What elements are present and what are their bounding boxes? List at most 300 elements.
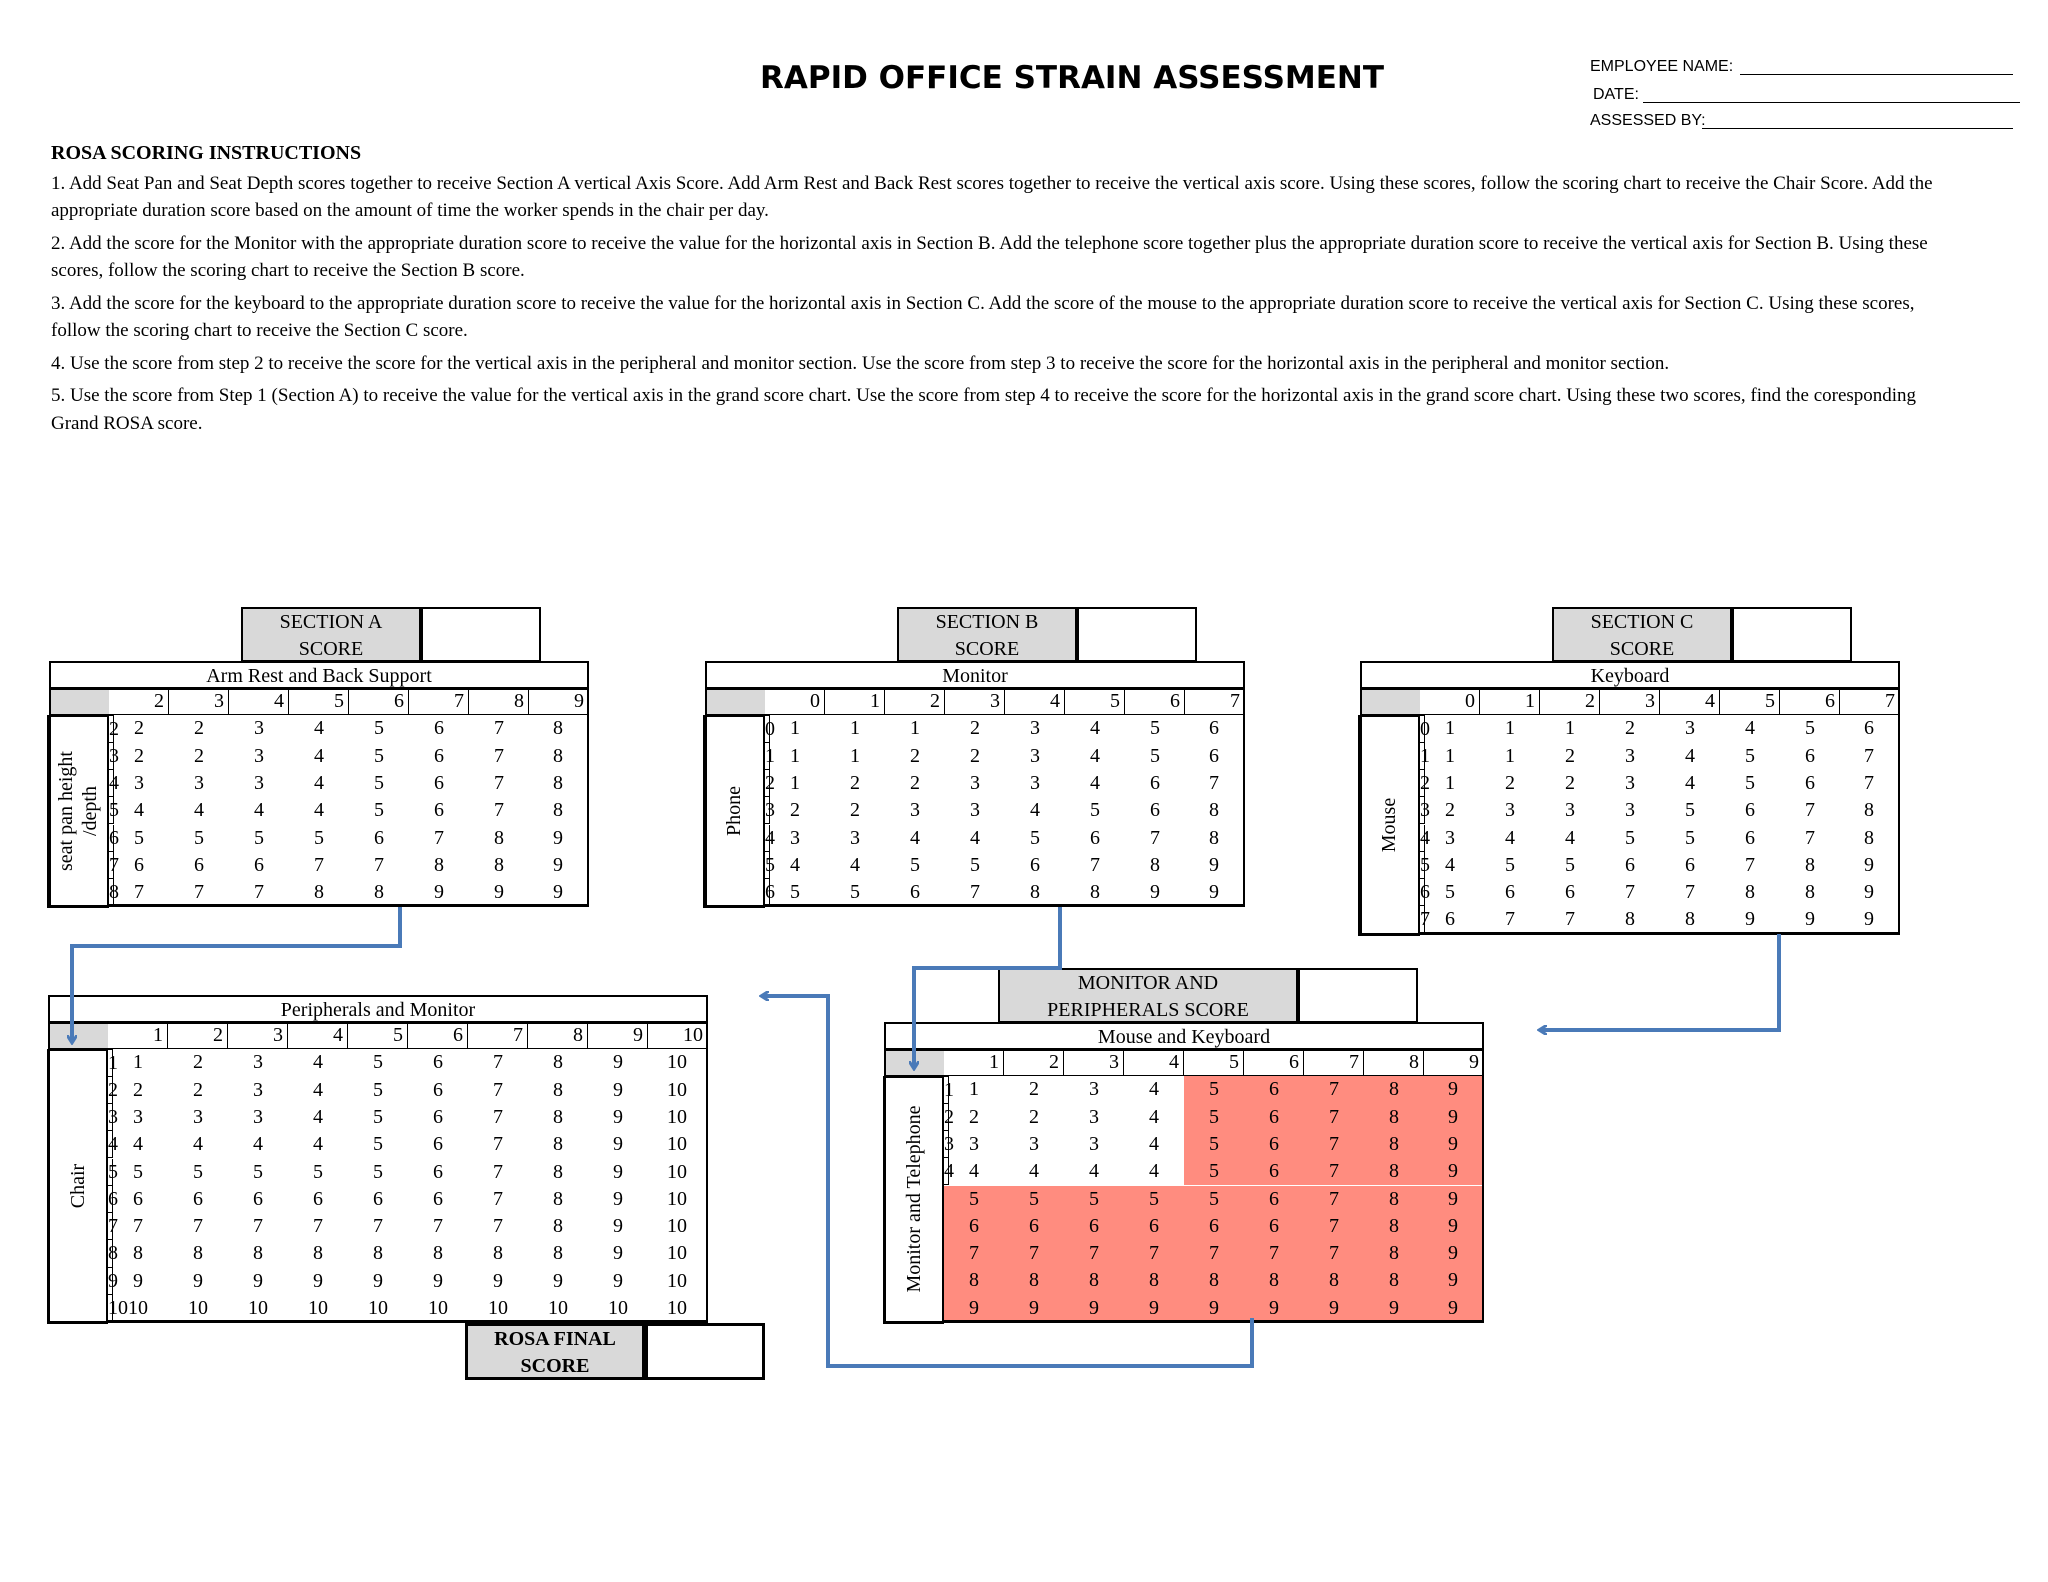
column-header: 6 <box>1780 688 1840 715</box>
score-cell: 7 <box>945 879 1005 906</box>
score-cell: 5 <box>970 853 980 876</box>
score-cell: 9 <box>493 1269 503 1292</box>
score-cell: 5 <box>313 1160 323 1183</box>
score-cell: 2 <box>1029 1078 1039 1101</box>
column-header: 3 <box>945 688 1005 715</box>
score-cell: 9 <box>529 879 589 906</box>
score-cell: 6 <box>1805 771 1815 794</box>
row-header: 2 <box>109 715 114 742</box>
score-cell: 6 <box>1745 826 1755 849</box>
score-cell: 10 <box>468 1295 528 1322</box>
column-header: 4 <box>1005 688 1065 715</box>
score-cell: 7 <box>493 1160 503 1183</box>
score-cell: 8 <box>493 1242 503 1265</box>
score-cell: 7 <box>493 1215 503 1238</box>
score-cell: 4 <box>1685 744 1695 767</box>
score-cell: 2 <box>134 717 144 740</box>
score-cell: 9 <box>1125 879 1185 906</box>
score-cell: 3 <box>194 771 204 794</box>
score-cell: 9 <box>133 1269 143 1292</box>
column-header: 9 <box>529 688 589 715</box>
score-cell: 5 <box>193 1160 203 1183</box>
row-header: 1 <box>765 743 770 770</box>
score-cell: 10 <box>528 1295 588 1322</box>
score-cell: 6 <box>433 1051 443 1074</box>
row-header: 8 <box>108 1240 113 1267</box>
score-cell: 3 <box>1565 799 1575 822</box>
score-cell: 7 <box>494 717 504 740</box>
row-header: 5 <box>109 797 114 824</box>
score-cell: 2 <box>1505 771 1515 794</box>
score-cell: 9 <box>1424 1295 1484 1322</box>
score-cell: 6 <box>433 1187 443 1210</box>
score-cell: 1 <box>790 717 800 740</box>
score-cell: 5 <box>1685 826 1695 849</box>
score-cell: 1 <box>1505 717 1515 740</box>
score-cell: 6 <box>1004 1213 1064 1240</box>
row-header: 5 <box>108 1159 113 1186</box>
row-axis-title-line: Monitor and Telephone <box>902 1105 925 1293</box>
column-header: 8 <box>528 1022 588 1049</box>
score-cell: 3 <box>1685 717 1695 740</box>
score-cell: 8 <box>373 1242 383 1265</box>
score-cell: 4 <box>1149 1160 1159 1183</box>
score-cell: 6 <box>1030 853 1040 876</box>
column-header: 4 <box>229 688 289 715</box>
score-label-line: SECTION C <box>1590 611 1694 634</box>
score-cell: 7 <box>109 879 169 906</box>
score-cell: 3 <box>1030 744 1040 767</box>
score-cell: 9 <box>193 1269 203 1292</box>
score-cell: 8 <box>553 1133 563 1156</box>
column-header: 9 <box>1424 1049 1484 1076</box>
column-header: 0 <box>765 688 825 715</box>
score-cell: 7 <box>494 771 504 794</box>
score-cell: 6 <box>1124 1213 1184 1240</box>
score-cell: 7 <box>133 1215 143 1238</box>
score-cell: 4 <box>313 1105 323 1128</box>
score-cell: 10 <box>168 1295 228 1322</box>
column-header: 7 <box>409 688 469 715</box>
score-cell: 3 <box>970 771 980 794</box>
score-cell: 1 <box>790 744 800 767</box>
score-cell: 6 <box>433 1078 443 1101</box>
row-axis-title-line: Phone <box>723 785 745 836</box>
score-cell: 9 <box>1840 906 1900 933</box>
score-cell: 4 <box>313 1078 323 1101</box>
score-cell: 5 <box>1625 826 1635 849</box>
score-cell: 1 <box>850 717 860 740</box>
score-cell: 8 <box>434 853 444 876</box>
score-cell: 7 <box>1304 1158 1364 1185</box>
score-cell: 10 <box>648 1268 708 1295</box>
row-header: 1 <box>1420 743 1425 770</box>
score-cell: 8 <box>1185 797 1245 824</box>
score-cell: 8 <box>494 853 504 876</box>
score-cell: 5 <box>194 826 204 849</box>
score-cell: 6 <box>1064 1213 1124 1240</box>
score-cell: 9 <box>1004 1295 1064 1322</box>
score-cell: 4 <box>1445 853 1455 876</box>
score-cell: 8 <box>1065 879 1125 906</box>
score-cell: 5 <box>765 879 825 906</box>
score-cell: 7 <box>1840 770 1900 797</box>
score-cell: 6 <box>434 771 444 794</box>
score-cell: 5 <box>1150 717 1160 740</box>
score-cell: 5 <box>254 826 264 849</box>
score-cell: 8 <box>1805 881 1815 904</box>
score-cell: 10 <box>408 1295 468 1322</box>
score-cell: 7 <box>1150 826 1160 849</box>
score-cell: 1 <box>1505 744 1515 767</box>
score-cell: 4 <box>1090 744 1100 767</box>
score-cell: 5 <box>374 717 384 740</box>
score-cell: 8 <box>1745 881 1755 904</box>
row-axis-title-line: seat pan height <box>55 750 77 871</box>
score-cell: 5 <box>1150 744 1160 767</box>
score-cell: 2 <box>1565 771 1575 794</box>
row-header: 6 <box>765 879 770 906</box>
score-cell: 5 <box>825 879 885 906</box>
row-header: 2 <box>108 1077 113 1104</box>
score-cell: 9 <box>613 1215 623 1238</box>
score-cell: 9 <box>553 1269 563 1292</box>
score-cell: 6 <box>1150 771 1160 794</box>
column-header: 5 <box>348 1022 408 1049</box>
score-cell: 2 <box>910 771 920 794</box>
score-cell: 4 <box>790 853 800 876</box>
score-cell: 5 <box>1505 853 1515 876</box>
score-cell: 8 <box>553 1242 563 1265</box>
score-cell: 4 <box>1090 717 1100 740</box>
score-cell: 9 <box>433 1269 443 1292</box>
score-cell: 7 <box>1805 826 1815 849</box>
score-cell: 5 <box>1745 744 1755 767</box>
score-cell: 7 <box>433 1215 443 1238</box>
score-cell: 8 <box>1660 906 1720 933</box>
score-cell: 3 <box>253 1078 263 1101</box>
score-cell: 9 <box>613 1078 623 1101</box>
score-cell: 5 <box>1184 1076 1244 1103</box>
score-cell: 7 <box>1840 743 1900 770</box>
score-cell: 3 <box>1089 1132 1099 1155</box>
column-header: 7 <box>1840 688 1900 715</box>
score-cell: 8 <box>1364 1076 1424 1103</box>
column-header: 3 <box>1064 1049 1124 1076</box>
score-cell: 6 <box>885 879 945 906</box>
column-header: 7 <box>1185 688 1245 715</box>
score-cell: 6 <box>1185 715 1245 742</box>
score-cell: 5 <box>253 1160 263 1183</box>
score-cell: 6 <box>434 799 444 822</box>
score-cell: 8 <box>1184 1267 1244 1294</box>
score-cell: 6 <box>433 1105 443 1128</box>
score-cell: 8 <box>1364 1240 1424 1267</box>
score-cell: 9 <box>1424 1267 1484 1294</box>
score-cell: 10 <box>108 1295 168 1322</box>
score-cell: 2 <box>1445 799 1455 822</box>
column-header: 3 <box>228 1022 288 1049</box>
score-cell: 5 <box>373 1160 383 1183</box>
score-cell: 7 <box>374 853 384 876</box>
row-header: 2 <box>1420 770 1425 797</box>
score-cell: 7 <box>493 1105 503 1128</box>
score-cell: 8 <box>553 1215 563 1238</box>
score-cell: 7 <box>314 853 324 876</box>
row-header: 6 <box>1420 879 1425 906</box>
score-cell: 5 <box>373 1105 383 1128</box>
instruction-step-5: 5. Use the score from Step 1 (Section A) to receive the value for the vertical axis in the grand score chart. Use the score from step 4 to receive the score for the horizontal axis in the grand score chart. Using these two scores, find the coresponding Grand ROSA score. <box>51 385 1917 434</box>
row-header: 0 <box>765 715 770 742</box>
score-cell: 6 <box>374 826 384 849</box>
score-cell: 7 <box>193 1215 203 1238</box>
score-cell: 2 <box>133 1078 143 1101</box>
score-cell: 3 <box>1030 771 1040 794</box>
score-cell: 2 <box>970 744 980 767</box>
score-cell: 2 <box>193 1051 203 1074</box>
column-header: 8 <box>1364 1049 1424 1076</box>
score-cell: 3 <box>1625 799 1635 822</box>
score-cell: 9 <box>1424 1104 1484 1131</box>
score-cell: 6 <box>434 744 444 767</box>
score-cell: 9 <box>409 879 469 906</box>
score-cell: 2 <box>193 1078 203 1101</box>
score-cell: 9 <box>529 852 589 879</box>
score-cell: 1 <box>910 717 920 740</box>
score-cell: 4 <box>1685 771 1695 794</box>
score-cell: 6 <box>433 1160 443 1183</box>
score-cell: 4 <box>133 1133 143 1156</box>
score-cell: 8 <box>1064 1267 1124 1294</box>
column-header: 6 <box>1125 688 1185 715</box>
score-cell: 7 <box>1805 799 1815 822</box>
score-cell: 4 <box>1565 826 1575 849</box>
column-header: 2 <box>1004 1049 1064 1076</box>
row-header: 6 <box>109 825 114 852</box>
score-cell: 5 <box>1184 1131 1244 1158</box>
score-cell: 5 <box>1745 771 1755 794</box>
score-cell: 6 <box>133 1187 143 1210</box>
score-cell: 9 <box>613 1105 623 1128</box>
row-header: 2 <box>944 1104 949 1131</box>
row-header: 4 <box>108 1131 113 1158</box>
score-cell: 5 <box>1184 1104 1244 1131</box>
score-cell: 5 <box>1030 826 1040 849</box>
score-cell: 5 <box>1124 1186 1184 1213</box>
score-cell: 4 <box>850 853 860 876</box>
score-cell: 1 <box>1445 744 1455 767</box>
score-cell: 2 <box>134 744 144 767</box>
score-cell: 9 <box>613 1051 623 1074</box>
score-cell: 7 <box>493 1051 503 1074</box>
score-cell: 4 <box>1745 717 1755 740</box>
score-cell: 7 <box>1304 1213 1364 1240</box>
score-cell: 6 <box>1505 881 1515 904</box>
score-cell: 9 <box>529 825 589 852</box>
score-cell: 7 <box>944 1240 1004 1267</box>
column-header: 2 <box>1540 688 1600 715</box>
score-cell: 8 <box>1185 825 1245 852</box>
column-header: 5 <box>1720 688 1780 715</box>
score-cell: 7 <box>313 1215 323 1238</box>
score-cell: 7 <box>1745 853 1755 876</box>
score-cell: 6 <box>1625 853 1635 876</box>
score-cell: 8 <box>253 1242 263 1265</box>
score-cell: 7 <box>1184 1240 1244 1267</box>
column-header: 4 <box>288 1022 348 1049</box>
column-axis-title: Keyboard <box>1360 661 1900 688</box>
row-header: 0 <box>1420 715 1425 742</box>
column-header: 8 <box>469 688 529 715</box>
score-cell: 4 <box>253 1133 263 1156</box>
score-cell: 9 <box>1720 906 1780 933</box>
row-header: 5 <box>765 852 770 879</box>
score-cell: 7 <box>434 826 444 849</box>
score-cell: 4 <box>1149 1078 1159 1101</box>
score-cell: 9 <box>1424 1213 1484 1240</box>
score-cell: 3 <box>134 771 144 794</box>
score-cell: 8 <box>1840 825 1900 852</box>
score-cell: 3 <box>1505 799 1515 822</box>
score-cell: 10 <box>648 1131 708 1158</box>
score-cell: 7 <box>493 1187 503 1210</box>
score-cell: 10 <box>348 1295 408 1322</box>
score-cell: 2 <box>1625 717 1635 740</box>
row-axis-title-line: Mouse <box>1378 797 1400 852</box>
score-cell: 4 <box>1090 771 1100 794</box>
column-header: 5 <box>1065 688 1125 715</box>
score-cell: 6 <box>1244 1131 1304 1158</box>
score-cell: 5 <box>944 1186 1004 1213</box>
score-cell: 6 <box>1805 744 1815 767</box>
employee-name-label: EMPLOYEE NAME: <box>1590 58 1734 75</box>
score-cell: 7 <box>493 1133 503 1156</box>
score-cell: 3 <box>254 717 264 740</box>
score-cell: 8 <box>289 879 349 906</box>
score-cell: 8 <box>494 826 504 849</box>
row-header: 4 <box>109 770 114 797</box>
score-cell: 8 <box>1004 1267 1064 1294</box>
score-cell: 9 <box>1424 1076 1484 1103</box>
row-header: 8 <box>109 879 114 906</box>
column-header: 6 <box>408 1022 468 1049</box>
column-header: 10 <box>648 1022 708 1049</box>
column-axis-title: Monitor <box>705 661 1245 688</box>
score-cell: 6 <box>193 1187 203 1210</box>
column-header: 3 <box>169 688 229 715</box>
column-header: 1 <box>944 1049 1004 1076</box>
column-header: 2 <box>109 688 169 715</box>
score-cell: 9 <box>1184 1295 1244 1322</box>
score-cell: 6 <box>1150 799 1160 822</box>
arrow-section-c-to-mouse <box>1540 934 1779 1030</box>
score-cell: 1 <box>790 771 800 794</box>
score-cell: 9 <box>253 1269 263 1292</box>
score-cell: 3 <box>253 1051 263 1074</box>
score-cell: 6 <box>1244 1158 1304 1185</box>
score-cell: 2 <box>969 1105 979 1128</box>
score-cell: 10 <box>648 1104 708 1131</box>
score-cell: 7 <box>1304 1186 1364 1213</box>
score-cell: 3 <box>970 799 980 822</box>
score-cell: 7 <box>1185 770 1245 797</box>
score-cell: 2 <box>1565 744 1575 767</box>
row-header: 7 <box>1420 906 1425 933</box>
score-label-line: SCORE <box>954 638 1020 661</box>
row-header: 4 <box>765 825 770 852</box>
score-cell: 5 <box>373 1133 383 1156</box>
score-cell: 4 <box>910 826 920 849</box>
score-cell: 8 <box>1304 1267 1364 1294</box>
score-cell: 1 <box>969 1078 979 1101</box>
row-header: 10 <box>108 1295 113 1322</box>
score-cell: 8 <box>133 1242 143 1265</box>
score-cell: 9 <box>613 1269 623 1292</box>
score-cell: 3 <box>1029 1132 1039 1155</box>
score-cell: 6 <box>194 853 204 876</box>
score-cell: 7 <box>493 1078 503 1101</box>
column-header: 7 <box>468 1022 528 1049</box>
score-cell: 8 <box>529 743 589 770</box>
score-cell: 8 <box>1364 1213 1424 1240</box>
row-header: 9 <box>108 1268 113 1295</box>
column-axis-title: Arm Rest and Back Support <box>49 661 589 688</box>
score-cell: 3 <box>1089 1105 1099 1128</box>
rosa-final-score-line: SCORE <box>520 1355 590 1378</box>
score-cell: 5 <box>374 799 384 822</box>
score-cell: 4 <box>313 1051 323 1074</box>
score-cell: 6 <box>1244 1186 1304 1213</box>
score-cell: 3 <box>133 1105 143 1128</box>
column-header: 7 <box>1304 1049 1364 1076</box>
score-cell: 8 <box>1364 1267 1424 1294</box>
column-header: 4 <box>1124 1049 1184 1076</box>
score-label-line: SECTION B <box>935 611 1039 634</box>
score-cell: 7 <box>1304 1131 1364 1158</box>
score-cell: 6 <box>1184 1213 1244 1240</box>
score-cell: 1 <box>133 1051 143 1074</box>
score-cell: 3 <box>1089 1078 1099 1101</box>
score-cell: 3 <box>969 1132 979 1155</box>
score-cell: 3 <box>193 1105 203 1128</box>
score-label-line: MONITOR AND <box>1077 972 1219 995</box>
score-cell: 9 <box>1185 852 1245 879</box>
score-cell: 5 <box>1184 1158 1244 1185</box>
score-cell: 9 <box>1244 1295 1304 1322</box>
score-cell: 10 <box>648 1240 708 1267</box>
score-cell: 1 <box>850 744 860 767</box>
score-cell: 6 <box>1244 1104 1304 1131</box>
score-cell: 8 <box>1600 906 1660 933</box>
score-cell: 3 <box>790 826 800 849</box>
score-cell: 6 <box>1090 826 1100 849</box>
date-label: DATE: <box>1593 86 1639 103</box>
score-cell: 2 <box>850 799 860 822</box>
score-cell: 8 <box>1244 1267 1304 1294</box>
score-cell: 3 <box>1445 826 1455 849</box>
score-cell: 1 <box>1565 717 1575 740</box>
row-header: 6 <box>108 1186 113 1213</box>
column-axis-title: Mouse and Keyboard <box>884 1022 1484 1049</box>
score-cell: 4 <box>314 771 324 794</box>
row-header: 4 <box>944 1158 949 1185</box>
score-cell: 9 <box>1424 1240 1484 1267</box>
row-header: 3 <box>108 1104 113 1131</box>
score-cell: 7 <box>1540 906 1600 933</box>
instructions-heading: ROSA SCORING INSTRUCTIONS <box>51 142 362 164</box>
column-header: 5 <box>289 688 349 715</box>
rosa-final-score-line: ROSA FINAL <box>494 1328 616 1351</box>
